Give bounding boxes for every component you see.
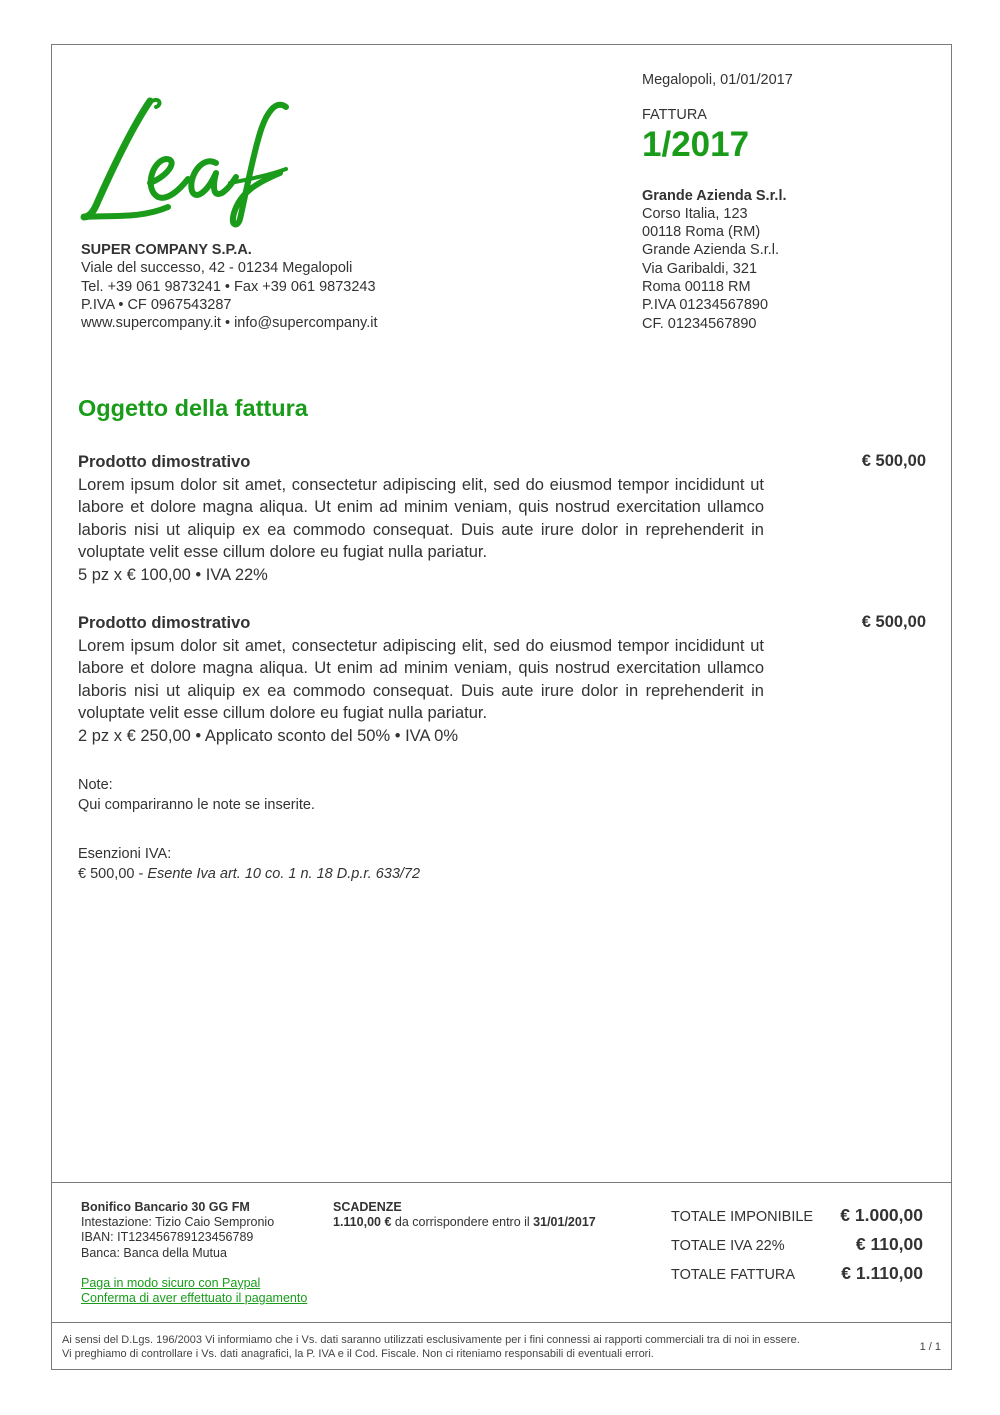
item-price: € 500,00 xyxy=(861,613,926,631)
item-description: Lorem ipsum dolor sit amet, consectetur adipiscing elit, sed do eiusmod tempor incididunt ut labore et dolore magna aliqua. Ut enim ad minim veniam, quis nostrud exercitation ullamco laboris nisi ut aliquip ex ea commodo consequat. Duis aute irure dolor in reprehenderit in voluptate velit esse cillum dolore eu fugiat nulla pariatur. xyxy=(78,636,764,723)
leaf-logo xyxy=(80,93,290,228)
vat-exemptions xyxy=(78,844,420,884)
client-line: Grande Azienda S.r.l. xyxy=(642,242,780,259)
payment-holder: Intestazione: Tizio Caio Sempronio xyxy=(81,1215,275,1230)
total-label: TOTALE IVA 22% xyxy=(671,1238,785,1254)
client-line: 00118 Roma (RM) xyxy=(642,224,761,241)
total-value: € 1.110,00 xyxy=(841,1263,923,1283)
invoice-item xyxy=(78,451,764,587)
due-date: 31/01/2017 xyxy=(533,1215,596,1230)
due-text: da corrispondere entro il xyxy=(394,1215,530,1230)
invoice-date: Megalopoli, 01/01/2017 xyxy=(642,72,793,88)
total-row xyxy=(671,1263,923,1292)
client-line: Via Garibaldi, 321 xyxy=(642,260,758,277)
item-title: Prodotto dimostrativo xyxy=(78,614,251,632)
notes xyxy=(78,775,315,815)
company-web: www.supercompany.it • info@supercompany.it xyxy=(81,315,378,332)
subject-title: Oggetto della fattura xyxy=(78,395,308,421)
invoice-page xyxy=(51,44,952,1370)
invoice-meta xyxy=(642,71,793,333)
invoice-item xyxy=(78,612,764,748)
total-value: € 110,00 xyxy=(855,1234,923,1254)
page-number: 1 / 1 xyxy=(919,1341,941,1353)
total-label: TOTALE FATTURA xyxy=(671,1267,796,1283)
exemption-amount: € 500,00 - xyxy=(78,866,144,882)
invoice-label: FATTURA xyxy=(642,107,707,124)
notes-label: Note: xyxy=(78,777,113,793)
legal-notice xyxy=(62,1333,862,1361)
invoice-number: 1/2017 xyxy=(642,124,750,164)
client-line: CF. 01234567890 xyxy=(642,315,757,332)
company-tax: P.IVA • CF 0967543287 xyxy=(81,296,232,313)
due-row xyxy=(333,1215,596,1230)
company-address: Viale del successo, 42 - 01234 Megalopoli xyxy=(81,260,353,277)
exemption-row xyxy=(78,864,420,884)
legal-line: Vi preghiamo di controllare i Vs. dati anagrafici, la P. IVA e il Cod. Fiscale. Non ci riteniamo responsabili di eventuali errori. xyxy=(62,1348,654,1360)
exemptions-label: Esenzioni IVA: xyxy=(78,846,172,862)
client-line: Roma 00118 RM xyxy=(642,279,751,296)
paypal-link[interactable]: Paga in modo sicuro con Paypal xyxy=(81,1275,261,1290)
total-label: TOTALE IMPONIBILE xyxy=(671,1209,814,1225)
totals xyxy=(671,1205,923,1292)
item-title: Prodotto dimostrativo xyxy=(78,453,251,471)
due-dates xyxy=(333,1200,596,1230)
company-info xyxy=(81,241,378,332)
client-line: Corso Italia, 123 xyxy=(642,205,748,222)
total-value: € 1.000,00 xyxy=(840,1205,923,1225)
item-details: 2 pz x € 250,00 • Applicato sconto del 50% • IVA 0% xyxy=(78,726,458,745)
total-row xyxy=(671,1205,923,1234)
payment-bank: Banca: Banca della Mutua xyxy=(81,1245,227,1260)
payment-method: Bonifico Bancario 30 GG FM xyxy=(81,1200,250,1214)
item-details: 5 pz x € 100,00 • IVA 22% xyxy=(78,565,268,584)
footer-divider xyxy=(52,1182,951,1183)
item-price: € 500,00 xyxy=(861,452,926,470)
exemption-reason: Esente Iva art. 10 co. 1 n. 18 D.p.r. 633/72 xyxy=(147,866,421,882)
due-amount: 1.110,00 € xyxy=(333,1215,392,1230)
confirm-payment-link[interactable]: Conferma di aver effettuato il pagamento xyxy=(81,1291,308,1306)
company-name: SUPER COMPANY S.P.A. xyxy=(81,242,252,258)
client-line: P.IVA 01234567890 xyxy=(642,297,769,314)
payment-iban: IBAN: IT123456789123456789 xyxy=(81,1230,254,1245)
total-row xyxy=(671,1234,923,1263)
item-description: Lorem ipsum dolor sit amet, consectetur adipiscing elit, sed do eiusmod tempor incididunt ut labore et dolore magna aliqua. Ut enim ad minim veniam, quis nostrud exercitation ullamco laboris nisi ut aliquip ex ea commodo consequat. Duis aute irure dolor in reprehenderit in voluptate velit esse cillum dolore eu fugiat nulla pariatur. xyxy=(78,475,764,562)
payment-info xyxy=(81,1200,307,1306)
legal-divider xyxy=(52,1322,951,1323)
company-phones: Tel. +39 061 9873241 • Fax +39 061 9873243 xyxy=(81,278,376,295)
legal-line: Ai sensi del D.Lgs. 196/2003 Vi informiamo che i Vs. dati saranno utilizzati esclusivamente per i fini connessi ai rapporti commerciali tra di noi in essere. xyxy=(62,1334,800,1346)
notes-text: Qui compariranno le note se inserite. xyxy=(78,797,315,813)
client-name: Grande Azienda S.r.l. xyxy=(642,187,787,204)
due-label: SCADENZE xyxy=(333,1200,402,1214)
